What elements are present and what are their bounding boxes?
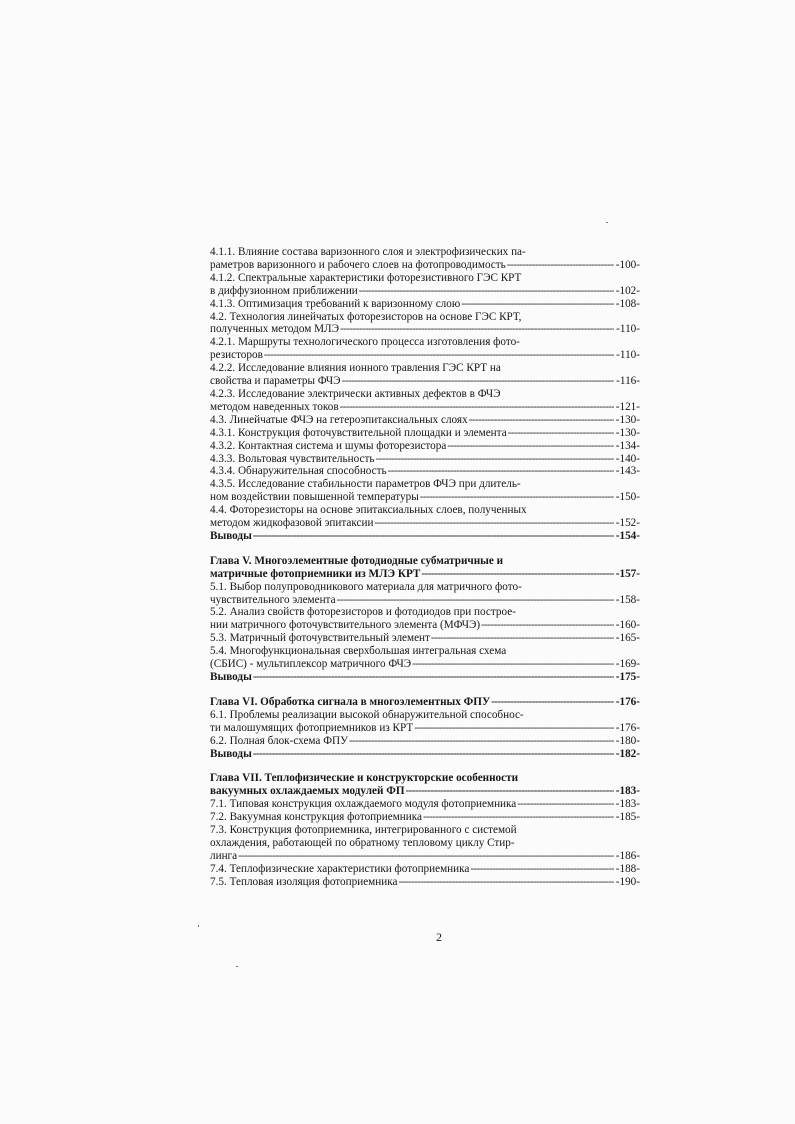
toc-entry	[210, 465, 640, 478]
toc-page-number: -130-	[615, 413, 640, 426]
toc-entry	[210, 440, 640, 453]
toc-page-number: -158-	[615, 593, 640, 606]
dot-leader	[375, 453, 613, 466]
toc-entry	[210, 811, 640, 824]
toc-entry-line	[210, 735, 640, 748]
toc-entry-line	[210, 530, 640, 543]
scan-speck	[606, 222, 608, 223]
toc-page-number: -186-	[615, 849, 640, 862]
toc-entry-line	[210, 671, 640, 684]
toc-page-number: -183-	[615, 798, 640, 811]
dot-leader	[340, 401, 614, 414]
dot-leader	[342, 375, 615, 388]
toc-entry-line	[210, 375, 640, 388]
toc-entry-text: 4.1.2. Спектральные характеристики фоторезистивного ГЭС КРТ	[210, 271, 522, 284]
toc-entry-text: методом жидкофазовой эпитаксии	[210, 517, 374, 530]
toc-entry-text: Выводы	[210, 529, 252, 542]
toc-entry	[210, 671, 640, 684]
toc-page-number: -182-	[615, 747, 640, 760]
toc-entry	[210, 824, 640, 863]
toc-entry-text: в диффузионном приближении	[210, 284, 358, 297]
toc-entry-text: вакуумных охлаждаемых модулей ФП	[210, 785, 405, 798]
toc-entry-text: 6.2. Полная блок-схема ФПУ	[210, 734, 349, 747]
toc-entry-line	[210, 722, 640, 735]
scan-speck	[236, 966, 238, 967]
toc-entry	[210, 735, 640, 748]
toc-entry-line	[210, 850, 640, 863]
toc-entry-line	[210, 298, 640, 311]
dot-leader	[398, 876, 613, 889]
toc-entry-text: (СБИС) - мультиплексор матричного ФЧЭ	[210, 658, 412, 671]
toc-entry-text: резисторов	[210, 349, 263, 362]
dot-leader	[340, 323, 614, 336]
toc-entry	[210, 272, 640, 298]
toc-page-number: -121-	[615, 400, 640, 413]
toc-entry-line	[210, 696, 640, 709]
toc-entry-line	[210, 594, 640, 607]
toc-entry-line	[210, 619, 640, 632]
toc-page-number: -110-	[616, 349, 640, 362]
toc-entry-line	[210, 465, 640, 478]
toc-entry-text: свойства и параметры ФЧЭ	[210, 375, 341, 388]
dot-leader	[253, 748, 614, 761]
dot-leader	[374, 517, 613, 530]
toc-entry-text: 5.1. Выбор полупроводникового материала для матричного фото-	[210, 580, 522, 593]
toc-entry-line	[210, 748, 640, 761]
toc-entry-line	[210, 401, 640, 414]
toc-entry-text: Выводы	[210, 747, 252, 760]
toc-page-number: -160-	[615, 619, 640, 632]
toc-entry	[210, 581, 640, 607]
toc-entry-text: Глава VII. Теплофизические и конструкторские особенности	[210, 772, 519, 785]
toc-entry-text: Глава VI. Обработка сигнала в многоэлементных ФПУ	[210, 695, 491, 708]
toc-page-number: -176-	[615, 721, 640, 734]
toc-entry-line	[210, 323, 640, 336]
toc-entry	[210, 336, 640, 362]
toc-entry-line	[210, 785, 640, 798]
page-number: 2	[436, 930, 442, 944]
toc-entry-text: 4.2.2. Исследование влияния ионного травления ГЭС КРТ на	[210, 362, 501, 375]
toc-entry-line	[210, 863, 640, 876]
dot-leader	[481, 619, 614, 632]
table-of-contents	[210, 246, 640, 889]
toc-entry-line	[210, 811, 640, 824]
toc-entry-line	[210, 658, 640, 671]
toc-page-number: -175-	[615, 671, 640, 683]
toc-entry-text: ном воздействии повышенной температуры	[210, 491, 419, 504]
toc-entry	[210, 645, 640, 671]
toc-entry-line	[210, 632, 640, 645]
toc-entry	[210, 478, 640, 504]
dot-leader	[253, 530, 614, 543]
toc-entry	[210, 388, 640, 414]
toc-entry	[210, 414, 640, 427]
toc-entry-text: методом наведенных токов	[210, 400, 339, 413]
toc-entry	[210, 362, 640, 388]
toc-entry-text: 4.3.5. Исследование стабильности параметров ФЧЭ при длитель-	[210, 478, 521, 491]
toc-entry	[210, 427, 640, 440]
toc-entry-text: 5.3. Матричный фоточувствительный элемент	[210, 632, 430, 645]
toc-entry-text: раметров варизонного и рабочего слоев на фотопроводимость	[210, 258, 506, 271]
dot-leader	[461, 298, 614, 311]
toc-entry-line	[210, 491, 640, 504]
toc-page-number: -108-	[615, 297, 640, 310]
toc-page-number: -180-	[615, 734, 640, 747]
toc-chapter-entry	[210, 696, 640, 709]
toc-entry-text: 4.1.1. Влияние состава варизонного слоя и электрофизических па-	[210, 246, 526, 258]
toc-entry-line	[210, 349, 640, 362]
toc-entry-text: 4.3.2. Контактная система и шумы фоторезистора	[210, 439, 447, 452]
toc-page-number: -152-	[615, 517, 640, 530]
toc-page-number: -183-	[615, 785, 640, 798]
toc-page-number: -169-	[615, 658, 640, 671]
toc-entry-text: 4.1.3. Оптимизация требований к варизонному слою	[210, 297, 461, 310]
toc-page-number: -130-	[615, 426, 640, 439]
toc-page-number: -143-	[615, 465, 640, 478]
dot-leader	[420, 491, 614, 504]
toc-page-number: -116-	[616, 375, 640, 388]
toc-page-number: -100-	[615, 258, 640, 271]
toc-entry	[210, 709, 640, 735]
toc-entry-text: 4.4. Фоторезисторы на основе эпитаксиальных слоев, полученных	[210, 504, 527, 517]
toc-chapter-entry	[210, 555, 640, 581]
dot-leader	[508, 427, 614, 440]
toc-chapter-entry	[210, 772, 640, 798]
toc-entry-text: 4.3.1. Конструкция фоточувствительной площадки и элемента	[210, 426, 507, 439]
toc-entry-line	[210, 517, 640, 530]
dot-leader	[447, 440, 613, 453]
toc-entry	[210, 798, 640, 811]
toc-entry-line	[210, 798, 640, 811]
toc-entry-text: 4.2.3. Исследование электрически активных дефектов в ФЧЭ	[210, 387, 501, 400]
toc-entry	[210, 453, 640, 466]
toc-entry-text: 4.2. Технология линейчатых фоторезисторов на основе ГЭС КРТ,	[210, 310, 522, 323]
dot-leader	[388, 465, 614, 478]
toc-entry-text: 4.3.3. Вольтовая чувствительность	[210, 452, 375, 465]
toc-entry-line	[210, 414, 640, 427]
toc-page-number: -140-	[615, 452, 640, 465]
toc-entry-text: 5.4. Многофункциональная сверхбольшая интегральная схема	[210, 645, 507, 658]
toc-entry-line	[210, 285, 640, 298]
toc-page-number: -176-	[615, 695, 640, 708]
toc-page-number: -188-	[615, 862, 640, 875]
dot-leader	[264, 349, 614, 362]
dot-leader	[470, 863, 613, 876]
toc-entry-text: Выводы	[210, 671, 252, 683]
toc-entry-text: линга	[210, 849, 238, 862]
dot-leader	[491, 696, 614, 709]
toc-page-number: -154-	[615, 529, 640, 542]
toc-entry-line	[210, 568, 640, 581]
toc-entry-text: нии матричного фоточувствительного элемента (МФЧЭ)	[210, 619, 481, 632]
dot-leader	[359, 285, 614, 298]
dot-leader	[406, 785, 614, 798]
toc-entry	[210, 876, 640, 889]
dot-leader	[337, 594, 614, 607]
toc-entry	[210, 748, 640, 761]
dot-leader	[517, 798, 613, 811]
dot-leader	[253, 671, 614, 684]
toc-entry-text: полученных методом МЛЭ	[210, 323, 340, 336]
dot-leader	[431, 632, 614, 645]
toc-entry-text: 4.3.4. Обнаружительная способность	[210, 465, 387, 478]
toc-entry	[210, 606, 640, 632]
toc-entry-text: 7.1. Типовая конструкция охлаждаемого модуля фотоприемника	[210, 798, 517, 811]
dot-leader	[412, 658, 614, 671]
dot-leader	[414, 722, 614, 735]
toc-entry-text: ти малошумящих фотоприемников из КРТ	[210, 721, 414, 734]
dot-leader	[421, 568, 613, 581]
dot-leader	[469, 414, 614, 427]
toc-entry-line	[210, 453, 640, 466]
scan-speck	[198, 925, 199, 927]
dot-leader	[423, 811, 614, 824]
toc-entry	[210, 530, 640, 543]
toc-entry-text: 7.2. Вакуумная конструкция фотоприемника	[210, 811, 422, 824]
toc-entry-line	[210, 259, 640, 272]
toc-entry-text: 7.5. Тепловая изоляция фотоприемника	[210, 875, 398, 888]
toc-entry-text: 7.4. Теплофизические характеристики фотоприемника	[210, 862, 470, 875]
dot-leader	[349, 735, 614, 748]
toc-entry-line	[210, 427, 640, 440]
dot-leader	[507, 259, 614, 272]
toc-page-number: -190-	[615, 875, 640, 888]
toc-entry-text: Глава V. Многоэлементные фотодиодные субматричные и	[210, 554, 504, 567]
toc-entry	[210, 632, 640, 645]
toc-entry-text: 6.1. Проблемы реализации высокой обнаружительной способнос-	[210, 708, 524, 721]
toc-page-number: -165-	[615, 632, 640, 645]
toc-entry-text: 4.3. Линейчатые ФЧЭ на гетероэпитаксиальных слоях	[210, 413, 468, 426]
toc-entry-text: 7.3. Конструкция фотоприемника, интегрированного с системой	[210, 824, 517, 837]
toc-page-number: -134-	[615, 439, 640, 452]
toc-page-number: -110-	[616, 323, 640, 336]
toc-entry	[210, 246, 640, 272]
toc-entry	[210, 863, 640, 876]
toc-entry-line	[210, 440, 640, 453]
toc-page-number: -157-	[615, 567, 640, 580]
toc-entry	[210, 311, 640, 337]
toc-entry-line	[210, 876, 640, 889]
toc-entry	[210, 504, 640, 530]
toc-entry-text: 5.2. Анализ свойств фоторезисторов и фотодиодов при построе-	[210, 606, 516, 619]
toc-entry-text: матричные фотоприемники из МЛЭ КРТ	[210, 567, 421, 580]
toc-page-number: -102-	[615, 284, 640, 297]
toc-page-number: -150-	[615, 491, 640, 504]
toc-entry-text: 4.2.1. Маршруты технологического процесса изготовления фото-	[210, 336, 520, 349]
toc-entry-text: чувствительного элемента	[210, 593, 336, 606]
toc-entry-text: охлаждения, работающей по обратному тепловому циклу Стир-	[210, 836, 515, 849]
toc-page-number: -185-	[615, 811, 640, 824]
dot-leader	[238, 850, 614, 863]
toc-entry	[210, 298, 640, 311]
